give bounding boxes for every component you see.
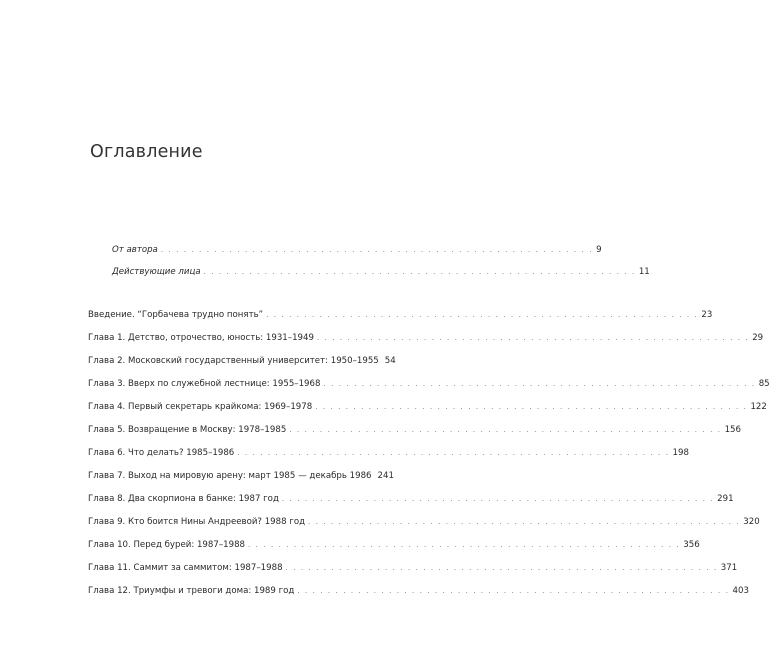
dot-leader: . . . . . . . . . . . . . . . . . . . . . . . . . . . . . . . . . . . . . . . . . . . . . . . . . . . . . . . . . bbox=[160, 246, 594, 254]
toc-entry-page: 122 bbox=[750, 402, 767, 412]
toc-entry-page: 9 bbox=[596, 245, 602, 255]
toc-entry-label: Глава 3. Вверх по служебной лестнице: 1955–1968 bbox=[88, 379, 321, 389]
toc-entry-chapter-8[interactable] bbox=[88, 493, 734, 505]
toc-entry-page: 198 bbox=[672, 448, 689, 458]
dot-leader: . . . . . . . . . . . . . . . . . . . . . . . . . . . . . . . . . . . . . . . . . . . . . . . . . . . . . . . . . bbox=[237, 449, 670, 457]
toc-entry-page: 356 bbox=[683, 540, 700, 550]
toc-entry-label: Глава 10. Перед бурей: 1987–1988 bbox=[88, 540, 246, 550]
toc-entry-page: 291 bbox=[717, 494, 734, 504]
dot-leader: . . . . . . . . . . . . . . . . . . . . . . . . . . . . . . . . . . . . . . . . . . . . . . . . . . . . . . . . . bbox=[248, 541, 681, 549]
toc-entry-page: 241 bbox=[377, 471, 394, 481]
toc-entry-chapter-3[interactable] bbox=[88, 378, 770, 390]
toc-entry-page: 23 bbox=[701, 310, 713, 320]
toc-entry-chapter-11[interactable] bbox=[88, 562, 738, 574]
toc-entry-page: 85 bbox=[758, 379, 770, 389]
dot-leader: . . . . . . . . . . . . . . . . . . . . . . . . . . . . . . . . . . . . . . . . . . . . . . . . . . . . . . . . . bbox=[316, 334, 750, 342]
dot-leader: . . . . . . . . . . . . . . . . . . . . . . . . . . . . . . . . . . . . . . . . . . . . . . . . . . . . . . . . . bbox=[281, 495, 715, 503]
toc-entry-label: Введение. “Горбачева трудно понять” bbox=[88, 310, 264, 320]
dot-leader: . . . . . . . . . . . . . . . . . . . . . . . . . . . . . . . . . . . . . . . . . . . . . . . . . . . . . . . . . bbox=[323, 380, 756, 388]
toc-entry-chapter-6[interactable] bbox=[88, 447, 689, 459]
toc-entry-label: Глава 8. Два скорпиона в банке: 1987 год bbox=[88, 494, 279, 504]
dot-leader: . . . . . . . . . . . . . . . . . . . . . . . . . . . . . . . . . . . . . . . . . . . . . . . . . . . . . . . . . bbox=[315, 403, 748, 411]
toc-entry-label: Глава 2. Московский государственный университет: 1950–1955 bbox=[88, 356, 379, 366]
toc-entry-cast[interactable] bbox=[112, 266, 650, 278]
toc-entry-chapter-7[interactable] bbox=[88, 470, 394, 482]
toc-entry-label: Глава 11. Саммит за саммитом: 1987–1988 bbox=[88, 563, 283, 573]
toc-entry-label: Глава 4. Первый секретарь крайкома: 1969–1978 bbox=[88, 402, 313, 412]
toc-entry-label: Глава 12. Триумфы и тревоги дома: 1989 год bbox=[88, 586, 295, 596]
toc-entry-chapter-1[interactable] bbox=[88, 332, 764, 344]
dot-leader: . . . . . . . . . . . . . . . . . . . . . . . . . . . . . . . . . . . . . . . . . . . . . . . . . . . . . . . . . bbox=[266, 311, 699, 319]
toc-entry-author[interactable] bbox=[112, 244, 602, 256]
toc-entry-chapter-12[interactable] bbox=[88, 585, 749, 597]
page-title: Оглавление bbox=[90, 142, 203, 162]
toc-entry-page: 371 bbox=[720, 563, 738, 573]
toc-entry-chapter-2[interactable] bbox=[88, 355, 396, 367]
toc-entry-label: От автора bbox=[112, 245, 158, 255]
toc-entry-label: Глава 1. Детство, отрочество, юность: 1931–1949 bbox=[88, 333, 314, 343]
toc-entry-page: 29 bbox=[752, 333, 764, 343]
dot-leader: . . . . . . . . . . . . . . . . . . . . . . . . . . . . . . . . . . . . . . . . . . . . . . . . . . . . . . . . . bbox=[289, 426, 722, 434]
toc-entry-chapter-5[interactable] bbox=[88, 424, 741, 436]
toc-entry-label: Глава 5. Возвращение в Москву: 1978–1985 bbox=[88, 425, 287, 435]
toc-entry-page: 54 bbox=[384, 356, 396, 366]
toc-entry-chapter-9[interactable] bbox=[88, 516, 760, 528]
toc-entry-label: Глава 6. Что делать? 1985–1986 bbox=[88, 448, 235, 458]
dot-leader: . . . . . . . . . . . . . . . . . . . . . . . . . . . . . . . . . . . . . . . . . . . . . . . . . . . . . . . . . bbox=[203, 268, 636, 276]
toc-entry-page: 156 bbox=[724, 425, 741, 435]
dot-leader: . . . . . . . . . . . . . . . . . . . . . . . . . . . . . . . . . . . . . . . . . . . . . . . . . . . . . . . . . bbox=[297, 587, 730, 595]
toc-entry-label: Глава 9. Кто боится Нины Андреевой? 1988 год bbox=[88, 517, 306, 527]
toc-entry-intro[interactable] bbox=[88, 309, 713, 321]
toc-entry-label: Глава 7. Выход на мировую арену: март 1985 — декабрь 1986 bbox=[88, 471, 372, 481]
toc-entry-page: 320 bbox=[743, 517, 760, 527]
dot-leader: . . . . . . . . . . . . . . . . . . . . . . . . . . . . . . . . . . . . . . . . . . . . . . . . . . . . . . . . . bbox=[285, 564, 718, 572]
toc-entry-page: 11 bbox=[638, 267, 650, 277]
toc-entry-label: Действующие лица bbox=[112, 267, 201, 277]
dot-leader: . . . . . . . . . . . . . . . . . . . . . . . . . . . . . . . . . . . . . . . . . . . . . . . . . . . . . . . . . bbox=[308, 518, 741, 526]
toc-entry-chapter-10[interactable] bbox=[88, 539, 700, 551]
toc-entry-chapter-4[interactable] bbox=[88, 401, 767, 413]
toc-entry-page: 403 bbox=[732, 586, 749, 596]
